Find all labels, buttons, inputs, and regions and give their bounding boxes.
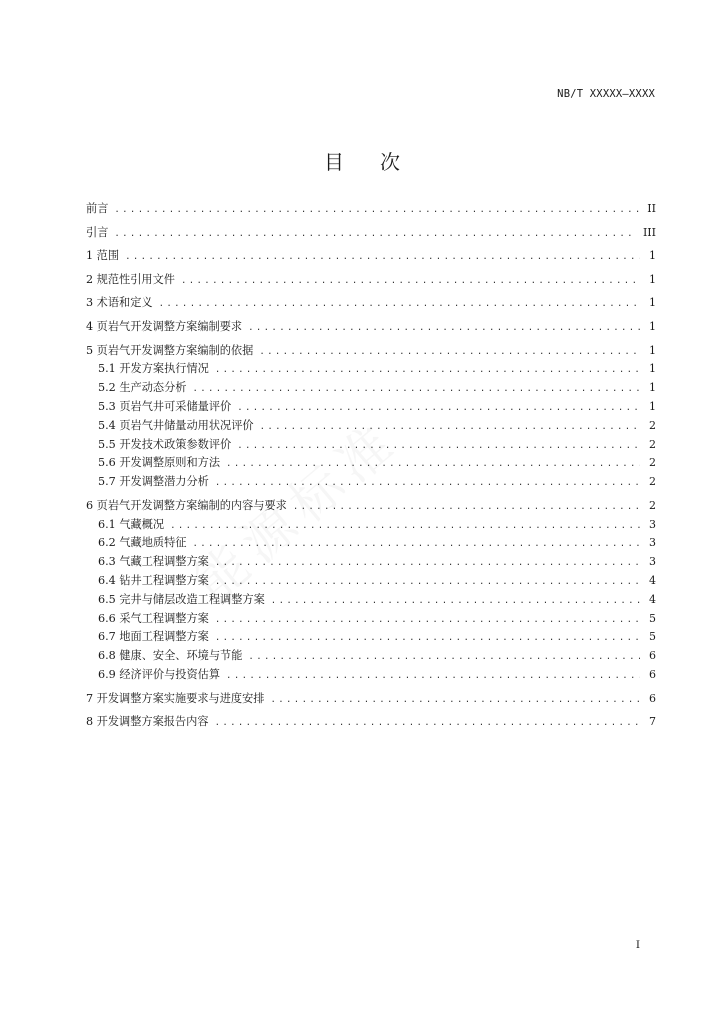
toc-leader-dots	[237, 437, 640, 456]
toc-entry[interactable]	[86, 497, 656, 516]
toc-entry-label: 4 页岩气开发调整方案编制要求	[86, 319, 243, 333]
toc-entry-label: 前言	[86, 202, 109, 215]
toc-entry-page: 1	[649, 296, 656, 310]
toc-leader-dots	[271, 691, 641, 710]
toc-entry-label: 8 开发调整方案报告内容	[86, 715, 209, 729]
toc-entry-page: 3	[649, 517, 656, 531]
toc-leader-dots	[215, 611, 640, 630]
toc-leader-dots	[293, 498, 640, 517]
toc-entry[interactable]	[86, 200, 656, 219]
toc-entry-page: 1	[649, 249, 656, 263]
toc-entry-page: 7	[649, 715, 656, 729]
toc-entry[interactable]	[86, 247, 656, 266]
toc-entry-page: 3	[649, 536, 656, 550]
toc-entry[interactable]	[86, 318, 656, 337]
standard-code: NB/T XXXXX—XXXX	[557, 88, 655, 100]
toc-entry-label: 5.4 页岩气井储量动用状况评价	[98, 418, 254, 432]
toc-entry-page: 5	[649, 611, 656, 625]
toc-entry-label: 7 开发调整方案实施要求与进度安排	[86, 691, 265, 705]
toc-leader-dots	[192, 380, 640, 399]
toc-entry-label: 6.7 地面工程调整方案	[98, 630, 209, 644]
toc-entry-label: 5.2 生产动态分析	[98, 381, 187, 395]
toc-entry-label: 2 规范性引用文件	[86, 272, 175, 286]
toc-entry-page: 1	[649, 399, 656, 413]
toc-leader-dots	[248, 319, 640, 338]
toc-entry[interactable]	[86, 342, 656, 361]
toc-leader-dots	[215, 573, 640, 592]
toc-entry-label: 5.5 开发技术政策参数评价	[98, 437, 232, 451]
toc-leader-dots	[215, 474, 640, 493]
toc-entry[interactable]	[86, 591, 656, 610]
toc-entry-label: 5.7 开发调整潜力分析	[98, 475, 209, 489]
toc-leader-dots	[271, 592, 640, 611]
toc-leader-dots	[226, 455, 640, 474]
toc-entry-label: 6.6 采气工程调整方案	[98, 611, 209, 625]
toc-leader-dots	[248, 648, 640, 667]
toc-entry[interactable]	[86, 473, 656, 492]
toc-leader-dots	[170, 517, 640, 536]
toc-entry-page: 1	[649, 362, 656, 376]
toc-leader-dots	[259, 343, 640, 362]
toc-entry-page: 5	[649, 630, 656, 644]
toc-entry-label: 5 页岩气开发调整方案编制的依据	[86, 343, 254, 357]
page-title: 目次	[324, 150, 436, 174]
toc-entry[interactable]	[86, 436, 656, 455]
toc-leader-dots	[181, 272, 640, 291]
toc-entry-page: 6	[649, 649, 656, 663]
toc-entry[interactable]	[86, 516, 656, 535]
toc-entry-label: 1 范围	[86, 249, 120, 263]
toc-entry-label: 5.3 页岩气井可采储量评价	[98, 399, 232, 413]
toc-leader-dots	[215, 714, 640, 733]
toc-entry-label: 6.4 钻井工程调整方案	[98, 573, 209, 587]
toc-entry-label: 6.8 健康、安全、环境与节能	[98, 649, 243, 663]
toc-entry[interactable]	[86, 271, 656, 290]
toc-entry-label: 6.1 气藏概况	[98, 517, 165, 531]
toc-entry-label: 6.5 完井与储层改造工程调整方案	[98, 592, 265, 606]
toc-leader-dots	[260, 418, 640, 437]
toc-entry[interactable]	[86, 224, 656, 243]
toc-entry-page: 4	[649, 573, 656, 587]
toc-entry-page: 6	[649, 667, 656, 681]
toc-leader-dots	[159, 295, 640, 314]
toc-leader-dots	[114, 201, 640, 220]
page-number: I	[635, 939, 640, 951]
toc-entry-page: 4	[649, 592, 656, 606]
toc-leader-dots	[226, 667, 640, 686]
toc-entry[interactable]	[86, 690, 656, 709]
toc-entry-page: 6	[649, 691, 656, 705]
toc-leader-dots	[215, 361, 640, 380]
toc-entry-label: 6.9 经济评价与投资估算	[98, 667, 221, 681]
toc-entry-label: 6.3 气藏工程调整方案	[98, 555, 209, 569]
toc-entry[interactable]	[86, 647, 656, 666]
toc-leader-dots	[215, 554, 640, 573]
toc-entry[interactable]	[86, 417, 656, 436]
toc-entry[interactable]	[86, 572, 656, 591]
toc-entry[interactable]	[86, 379, 656, 398]
toc-entry-page: 2	[649, 475, 656, 489]
toc-entry[interactable]	[86, 360, 656, 379]
toc-entry-page: 2	[649, 418, 656, 432]
toc-entry[interactable]	[86, 294, 656, 313]
toc-entry-label: 引言	[86, 225, 109, 239]
toc-entry[interactable]	[86, 610, 656, 629]
toc-entry-label: 6 页岩气开发调整方案编制的内容与要求	[86, 498, 287, 512]
toc-entry[interactable]	[86, 553, 656, 572]
toc-leader-dots	[192, 535, 640, 554]
toc-entry-page: 1	[649, 381, 656, 395]
toc-entry[interactable]	[86, 454, 656, 473]
toc-entry-label: 3 术语和定义	[86, 296, 153, 310]
toc-entry-label: 5.6 开发调整原则和方法	[98, 456, 221, 470]
toc-entry-page: 1	[649, 319, 656, 333]
toc-entry-page: 2	[649, 498, 656, 512]
toc-leader-dots	[114, 225, 637, 244]
toc-leader-dots	[237, 399, 640, 418]
toc-entry-label: 5.1 开发方案执行情况	[98, 362, 209, 376]
toc-entry-page: 1	[649, 272, 656, 286]
toc-entry-label: 6.2 气藏地质特征	[98, 536, 187, 550]
toc-entry-page: 1	[649, 343, 656, 357]
toc-entry[interactable]	[86, 666, 656, 685]
toc-leader-dots	[125, 248, 640, 267]
toc-leader-dots	[215, 629, 640, 648]
toc-entry-page: II	[647, 202, 656, 215]
toc-entry[interactable]	[86, 628, 656, 647]
toc-entry-page: 3	[649, 555, 656, 569]
toc-entry-page: III	[642, 225, 656, 239]
table-of-contents	[86, 200, 656, 732]
toc-entry[interactable]	[86, 398, 656, 417]
toc-entry-page: 2	[649, 437, 656, 451]
toc-entry[interactable]	[86, 713, 656, 732]
toc-entry[interactable]	[86, 534, 656, 553]
toc-entry-page: 2	[649, 456, 656, 470]
